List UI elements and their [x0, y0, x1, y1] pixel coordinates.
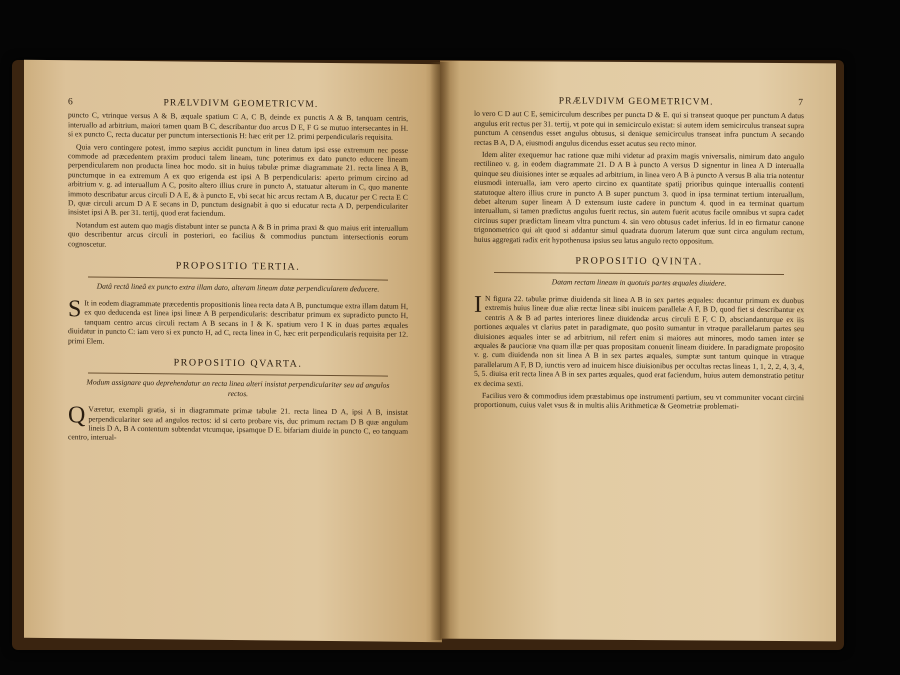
prop4-enunciation: Modum assignare quo deprehendatur an recta linea alteri insistat perpendiculariter seu ad angulos rectos. — [86, 377, 390, 398]
right-page-text — [474, 97, 804, 415]
right-page-number: 7 — [798, 98, 804, 109]
prop4-title: PROPOSITIO QVARTA. — [173, 357, 303, 370]
prop3-body-paragraph — [68, 298, 408, 349]
left-paragraph-1: puncto C, vtrinque versus A & B, æquale spatium C A, C B, deinde ex punctis A & B, tanquam centris, interuallo ad arbitrium, maiori tamen quam B C, describantur duo arcus D E, F G se mutuo intersecantes in H. si ex puncto C, recta ducatur per punctum intersectionis H: hæc erit per 12. primi perpendicularis requisita. — [68, 110, 408, 142]
prop4-rule — [88, 373, 388, 377]
left-running-head — [68, 98, 408, 111]
right-paragraph-2: Idem aliter exequemur hac ratione quæ mihi videtur ad praxim magis vniversalis, nimirum dato angulo rectilineo v. g. in eodem diagrammate 21. D A B à puncto A versus D signentur in linea A D interualla quinque seu diuisiones inter se æquales ad arbitrium, in linea vero A B à puncto A versus B alia tria notentur eiusmodi interualla, iam vero aperto circino ex quantitate spatij prioribus quinque interuallis contenti statutoque altero illius crure in puncto A B super punctum 3. quod in ipsa terminat tertium interuallum, debet alterum super lineam A D extensum iuste cadere in punctum 4. quod in ea terminat quartum interuallum, si tamen prædictus angulus fuerit rectus, sin autem fuerit acutus facile omnibus vt supra cadet circinus super prædictam lineam vltra punctum 4. sin vero obtusus cadet inferius. Id in eo firmatur canone trigonometrico qui aït quod si addantur simul quadrata duorum laterum quæ sunt circa angulum rectum, huius aggregati radix erit hypothenusa ipsius seu latus angulo recto oppositum. — [474, 149, 804, 246]
prop3-rule — [88, 276, 388, 280]
left-page — [24, 60, 442, 642]
prop5-rule — [494, 271, 784, 274]
prop3-body: It in eodem diagrammate præcedentis propositionis linea recta data A B, punctumque extra illam datum H, ex quo deducenda est linea ipsi lineæ A B perpendicularis: describatur primum ex supradicto puncto H, tanquam centro arcus circuli rectam A B secans in I & K. spatium vero I K in duas partes æquales diuidatur in puncto C: iam vero si ex puncto H, ad C, recta linea in C, hæc erit perpendicularis requisita per 12. primi Elem. — [68, 298, 408, 346]
left-paragraph-2: Quia vero contingere potest, immo sæpius accidit punctum in linea datum ipsi esse extremum nec posse commode ad præcedentem praxim produci talem lineam, tunc poterimus ex dato puncto educere lineam perpendicularem non producta linea hoc modo. sit in huius tabulæ primæ diagrammate 21. recta linea A B, punctumque in ea extremum A ex quo erigenda est ipsi A B perpendicularis: aperto primum circino ad arbitrium v. g. ad interuallum A C, posito altero illius crure in puncto A, statuatur alterum in C, quo manente immoto describatur arcus circuli D A E, & à puncto E, vbi secat hic arcus rectam A B, ducatur per C recta E C D, quæ circuli arcum D A E secans in D, punctum designabit à quo si educatur recta A D, perpendiculariter insistet ipsi A B. per 31. tertij, quod erat faciendum. — [68, 141, 408, 219]
prop5-drop-initial: I — [474, 291, 482, 318]
prop5-title: PROPOSITIO QVINTA. — [575, 255, 703, 268]
prop4-drop-initial: Q — [68, 402, 86, 429]
prop5-body-paragraph — [474, 291, 804, 390]
prop3-enunciation: Datâ rectâ lineâ ex puncto extra illam dato, alteram lineam datæ perpendicularem deducere. — [96, 281, 380, 294]
open-book — [12, 52, 842, 647]
right-paragraph-1: lo vero C D aut C E, semicirculum describes per puncta D & E. qui si transeat quoque per punctum A datus angulus erit rectus per 31. tertij, vt pote qui in semicirculo existat: si autem idem semicirculus transeat supra punctum A censendus esset angulus obtusus, si denique semicirculus transeat infra punctum A secando rectas B A, D A, eiusmodi angulus dicendus esset acutus seu recto minor. — [474, 109, 804, 149]
book-gutter — [430, 62, 450, 640]
prop5-enunciation: Datam rectam lineam in quotuis partes æquales diuidere. — [551, 276, 727, 288]
right-running-head — [474, 97, 804, 109]
prop3-title: PROPOSITIO TERTIA. — [175, 260, 301, 273]
left-head-title: PRÆLVDIVM GEOMETRICVM. — [163, 98, 319, 110]
prop3-drop-initial: S — [68, 296, 82, 323]
prop4-body: Væretur, exempli gratia, si in diagrammate primæ tabulæ 21. recta linea D A, ipsi A B, insistat perpendiculariter seu ad angulos rectos: id si certo probare vis, duc primum rectam D B quæ angulum lineis D A, B A contentum subtendat vtcumque, ipsamque D E. bifariam diuide in puncto C, eo tanquam centro, interual- — [68, 404, 408, 443]
left-page-text — [68, 98, 408, 448]
left-paragraph-3: Notandum est autem quo magis distabunt inter se puncta A & B in prima praxi & quo maius erit interuallum quo describentur arcus circuli in posteriori, eo facilius & commodius punctum intersectionis eorum cognoscetur. — [68, 220, 408, 249]
prop5-body: N figura 22. tabulæ primæ diuidenda sit linea A B in sex partes æquales: ducantur primum ex duobus extremis huius lineæ duæ aliæ rectæ lineæ sibi inuicem parallelæ A F, B D, quod fiet si describantur ex centris A & B ad partes interiores lineæ diuidendæ arcus circuli E F, C D, absciandanturque ex iis portiones æquales vt clarius patet in paradigmate, quo posito sumantur in vtraque parallelarum partes seu diuisiones æquales inter se ad arbitrium, nil refert enim si maiores aut minores, modo tamen inter se æquales & paucioræ vna quam illæ per quas propositam conuenit lineam diuidere. In paradigmate proposito v. g. cum diuidenda non sit linea A B in sex partes æquales, sumptæ sunt tantum quinque in vtraque parallelarum A F, B D, iunctis vero ad inuicem hisce diuisionibus per occultas rectas lineas 1, 1, 2, 2, 4, 3, 4, 5, 5. diuisa erit recta linea A B in sex partes æquales, quod erat faciendum, huius autem demonstratio petitur ex decima sexti. — [474, 293, 804, 388]
right-page — [440, 61, 836, 642]
left-page-number: 6 — [68, 97, 74, 108]
right-paragraph-end: Facilius vero & commodius idem præstabimus ope instrumenti partium, seu vt communiter vocant circini proportionum, cuius valet vsus & in multis aliis Arithmeticæ & Geometriæ problemati- — [474, 390, 804, 412]
right-head-title: PRÆLVDIVM GEOMETRICVM. — [558, 96, 714, 108]
prop4-body-paragraph — [68, 404, 408, 445]
